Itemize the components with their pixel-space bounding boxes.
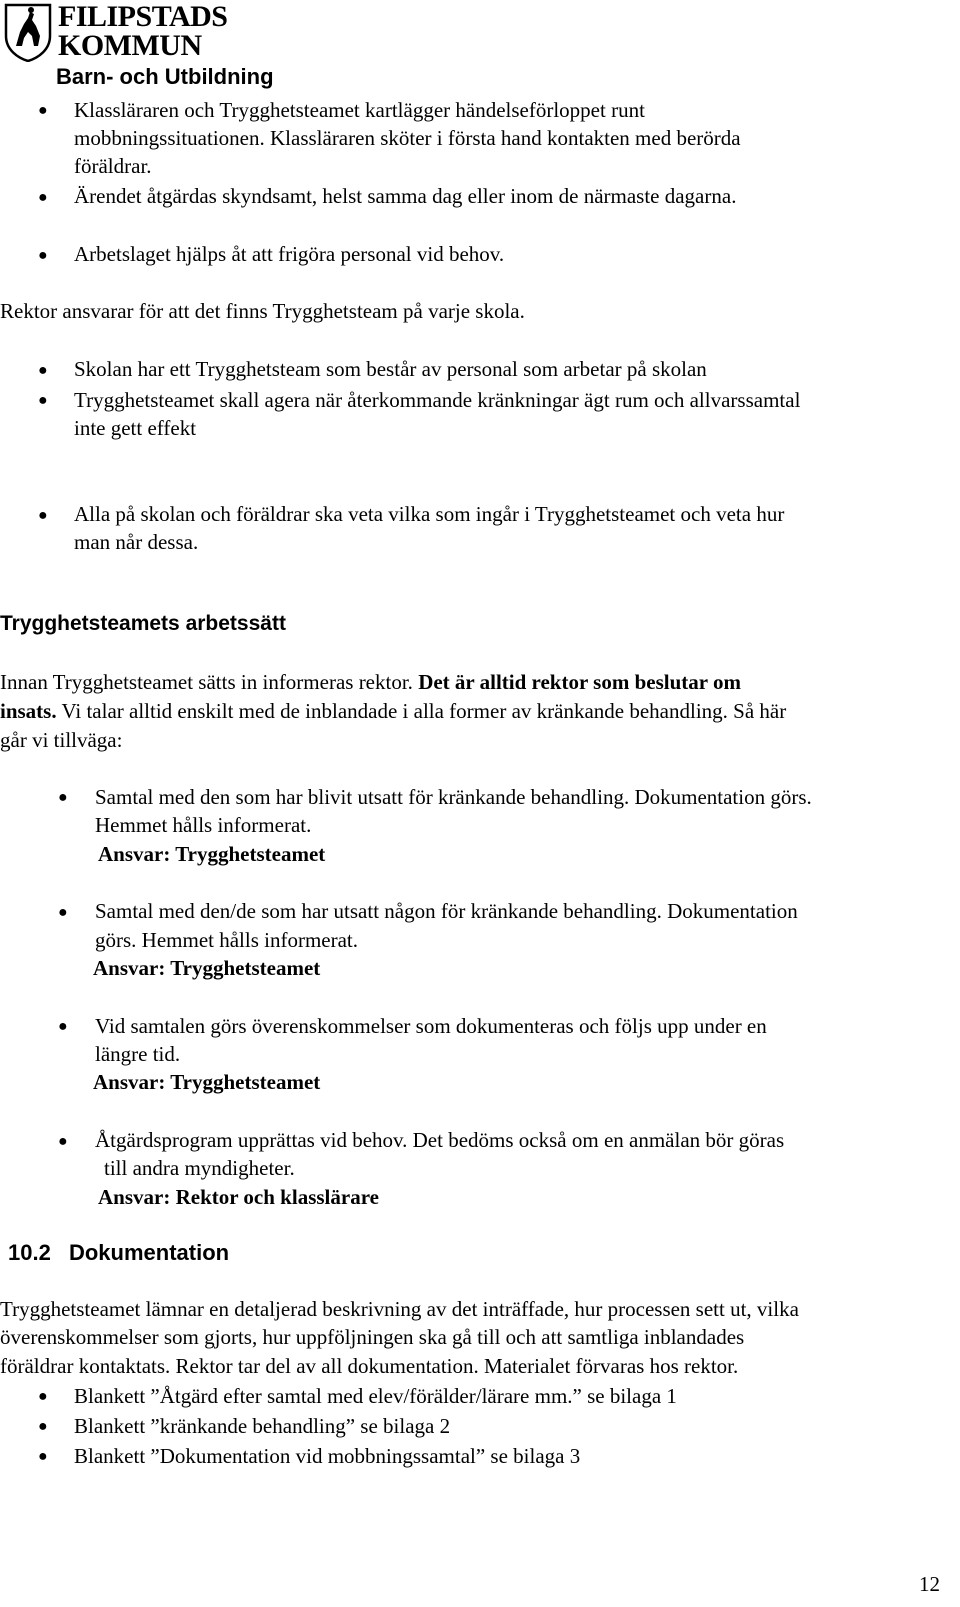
rektor-statement: Rektor ansvarar för att det finns Trygghetsteam på varje skola. (0, 299, 525, 323)
bullet: ● (38, 102, 48, 119)
step-2-responsible: Ansvar: Trygghetsteamet (93, 956, 321, 980)
list2-line-3: inte gett effekt (74, 416, 197, 440)
intro-bold: insats. (0, 699, 57, 723)
bullet: ● (38, 1388, 48, 1405)
step-1-line-2: Hemmet hålls informerat. (95, 813, 312, 837)
bullet: ● (38, 1418, 48, 1435)
bullet: ● (58, 789, 68, 806)
bullet: ● (38, 362, 48, 379)
department-name: Barn- och Utbildning (56, 64, 274, 89)
list1-line-3: föräldrar. (74, 154, 152, 178)
step-2-line-2: görs. Hemmet hålls informerat. (95, 928, 359, 952)
list2-line-5: man når dessa. (74, 530, 199, 554)
step-1-line-1: Samtal med den som har blivit utsatt för kränkande behandling. Dokumentation görs. (95, 785, 812, 809)
intro-line-1 (0, 668, 741, 697)
intro-bold: Det är alltid rektor som beslutar om (418, 670, 741, 694)
step-1-responsible: Ansvar: Trygghetsteamet (98, 842, 326, 866)
bullet: ● (38, 1448, 48, 1465)
intro-text: Vi talar alltid enskilt med de inblandade i alla former av kränkande behandling. (61, 699, 728, 723)
list1-line-4: Ärendet åtgärdas skyndsamt, helst samma dag eller inom de närmaste dagarna. (74, 184, 737, 208)
section-heading: Trygghetsteamets arbetssätt (0, 612, 286, 635)
step-4-responsible: Ansvar: Rektor och klasslärare (98, 1185, 379, 1209)
step-4-line-2: till andra myndigheter. (104, 1156, 295, 1180)
list2-line-1: Skolan har ett Trygghetsteam som består av personal som arbetar på skolan (74, 357, 707, 381)
logo-wordmark (58, 2, 228, 60)
municipality-crest-icon (2, 2, 54, 62)
list2-line-4: Alla på skolan och föräldrar ska veta vilka som ingår i Trygghetsteamet och veta hur (74, 502, 785, 526)
bullet: ● (58, 1133, 68, 1150)
step-4-line-1: Åtgärdsprogram upprättas vid behov. Det bedöms också om en anmälan bör göras (95, 1128, 785, 1152)
form-item-1: Blankett ”Åtgärd efter samtal med elev/förälder/lärare mm.” se bilaga 1 (74, 1384, 677, 1408)
step-3-line-1: Vid samtalen görs överenskommelser som dokumenteras och följs upp under en (95, 1014, 767, 1038)
intro-line-2 (0, 697, 786, 726)
logo-line-2: KOMMUN (58, 29, 202, 62)
bullet: ● (58, 1018, 68, 1035)
bullet: ● (58, 904, 68, 921)
logo (2, 2, 242, 62)
doc-heading (8, 1240, 229, 1266)
doc-heading-text: Dokumentation (68, 1240, 230, 1265)
intro-line-3: går vi tillväga: (0, 728, 123, 752)
intro-text: Innan Trygghetsteamet sätts in informeras rektor. (0, 670, 413, 694)
logo-line-1: FILIPSTADS (58, 0, 228, 33)
page-number: 12 (919, 1572, 940, 1596)
bullet: ● (38, 507, 48, 524)
intro-text: Så här (733, 699, 787, 723)
step-3-line-2: längre tid. (95, 1042, 181, 1066)
list1-line-1: Klassläraren och Trygghetsteamet kartlägger händelseförloppet runt (74, 98, 645, 122)
doc-heading-number: 10.2 (8, 1240, 51, 1265)
bullet: ● (38, 392, 48, 409)
bullet: ● (38, 189, 48, 206)
step-3-responsible: Ansvar: Trygghetsteamet (93, 1070, 321, 1094)
step-2-line-1: Samtal med den/de som har utsatt någon för kränkande behandling. Dokumentation (95, 899, 798, 923)
list2-line-2: Trygghetsteamet skall agera när återkommande kränkningar ägt rum och allvarssamtal (74, 388, 801, 412)
form-item-2: Blankett ”kränkande behandling” se bilaga 2 (74, 1414, 451, 1438)
form-item-3: Blankett ”Dokumentation vid mobbningssamtal” se bilaga 3 (74, 1444, 581, 1468)
doc-paragraph-line-1: Trygghetsteamet lämnar en detaljerad beskrivning av det inträffade, hur processen sett ut, vilka (0, 1297, 799, 1321)
list1-line-5: Arbetslaget hjälps åt att frigöra personal vid behov. (74, 242, 505, 266)
list1-line-2: mobbningssituationen. Klassläraren sköter i första hand kontakten med berörda (74, 126, 741, 150)
doc-paragraph-line-2: överenskommelser som gjorts, hur uppföljningen ska gå till och att samtliga inblandades (0, 1325, 745, 1349)
doc-paragraph-line-3: föräldrar kontaktats. Rektor tar del av all dokumentation. Materialet förvaras hos rektor. (0, 1354, 739, 1378)
bullet: ● (38, 247, 48, 264)
